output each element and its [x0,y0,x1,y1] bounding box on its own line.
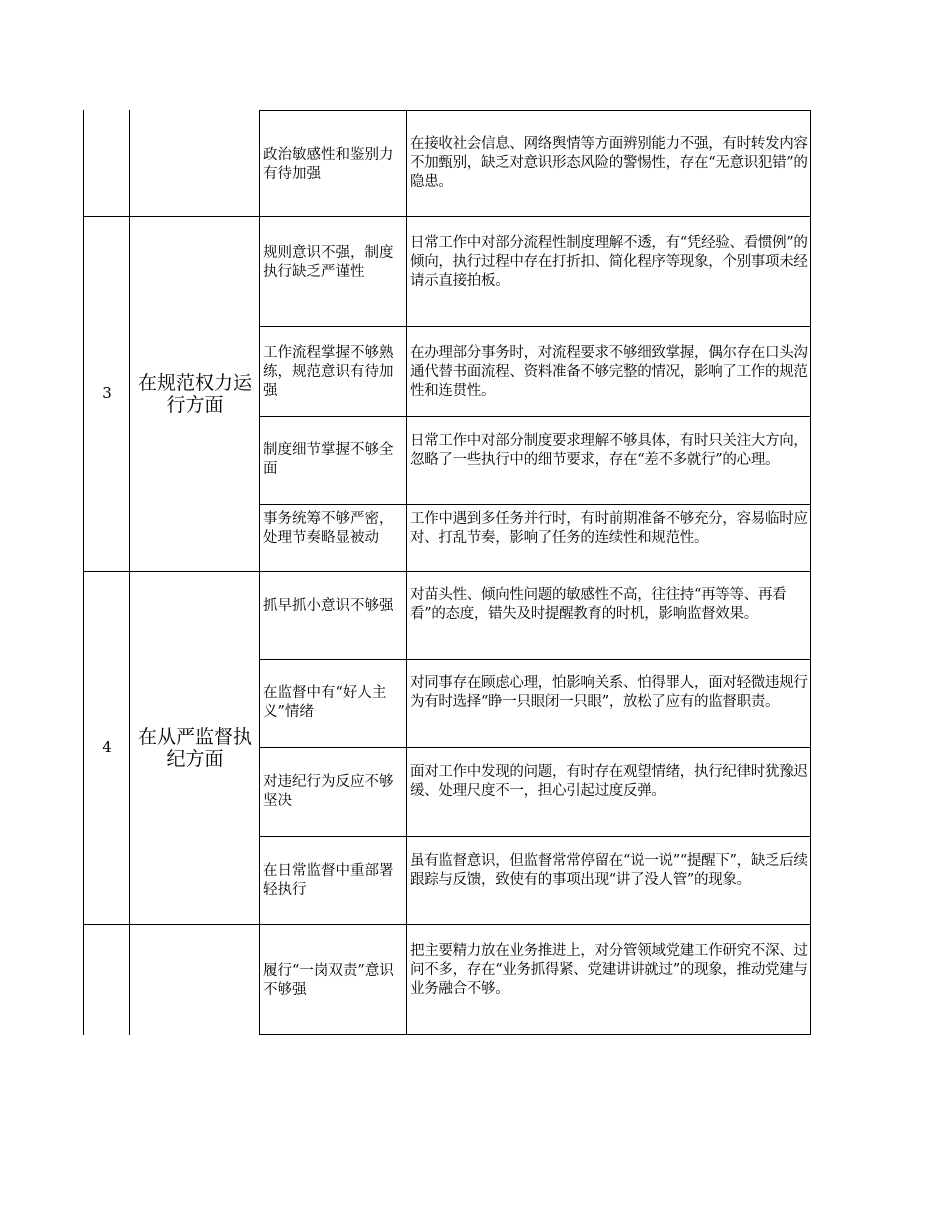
row-line [259,416,811,417]
problem-title: 在日常监督中重部署轻执行 [263,863,394,898]
row-line [83,571,811,572]
table-border-right [810,110,811,1035]
problem-title: 政治敏感性和鉴别力有待加强 [263,147,394,182]
problem-description: 在接收社会信息、网络舆情等方面辨别能力不强，有时转发内容不加甄别，缺乏对意识形态风险的警惕性，存在“无意识犯错”的隐患。 [410,136,808,190]
table-border-category [259,110,260,1035]
row-number: 3 [102,384,112,402]
problem-description: 虽有监督意识，但监督常常停留在“说一说”“提醒下”，缺乏后续跟踪与反馈，致使有的事项出现“讲了没人管”的现象。 [410,853,808,888]
problem-title: 事务统筹不够严密，处理节奏略显被动 [263,511,394,546]
category-label: 在规范权力运行方面 [137,372,252,416]
problem-title: 在监督中有“好人主义”情绪 [263,685,387,720]
problem-description: 日常工作中对部分流程性制度理解不透，有“凭经验、看惯例”的倾向，执行过程中存在打折扣、简化程序等现象，个别事项未经请示直接拍板。 [410,235,808,289]
problem-title: 对违纪行为反应不够坚决 [263,774,394,809]
problem-title: 规则意识不强，制度执行缺乏严谨性 [263,245,394,280]
problem-title: 工作流程掌握不够熟练，规范意识有待加强 [263,345,394,399]
problem-description: 在办理部分事务时，对流程要求不够细致掌握，偶尔存在口头沟通代替书面流程、资料准备不够完整的情况，影响了工作的规范性和连贯性。 [410,345,808,399]
row-line [259,659,811,660]
table-border-left [83,110,84,1035]
problem-title: 履行“一岗双责”意识不够强 [263,963,394,998]
problem-description: 工作中遇到多任务并行时，有时前期准备不够充分，容易临时应对、打乱节奏，影响了任务的连续性和规范性。 [410,511,808,546]
problem-title: 抓早抓小意识不够强 [263,598,394,614]
problem-description: 对苗头性、倾向性问题的敏感性不高，往往持“再等等、再看看”的态度，错失及时提醒教育的时机，影响监督效果。 [410,587,787,622]
category-label: 在从严监督执纪方面 [137,726,252,770]
problem-description: 日常工作中对部分制度要求理解不够具体，有时只关注大方向，忽略了一些执行中的细节要求，存在“差不多就行”的心理。 [410,433,808,468]
problem-title: 制度细节掌握不够全面 [263,442,394,477]
row-line [259,747,811,748]
row-line [83,924,811,925]
table-border-num [129,110,130,1035]
problem-description: 对同事存在顾虑心理，怕影响关系、怕得罪人，面对轻微违规行为有时选择“睁一只眼闭一只眼”，放松了应有的监督职责。 [410,675,808,710]
row-line [259,326,811,327]
table-border-problem [406,110,407,1035]
problem-description: 把主要精力放在业务推进上，对分管领域党建工作研究不深、过问不多，存在“业务抓得紧、党建讲讲就过”的现象，推动党建与业务融合不够。 [410,943,808,997]
row-line [259,504,811,505]
problem-description: 面对工作中发现的问题，有时存在观望情绪，执行纪律时犹豫迟缓、处理尺度不一，担心引起过度反弹。 [410,764,808,799]
row-line [83,216,811,217]
row-number: 4 [102,738,112,756]
row-line [259,1034,811,1035]
row-line [259,836,811,837]
row-line [259,110,811,111]
